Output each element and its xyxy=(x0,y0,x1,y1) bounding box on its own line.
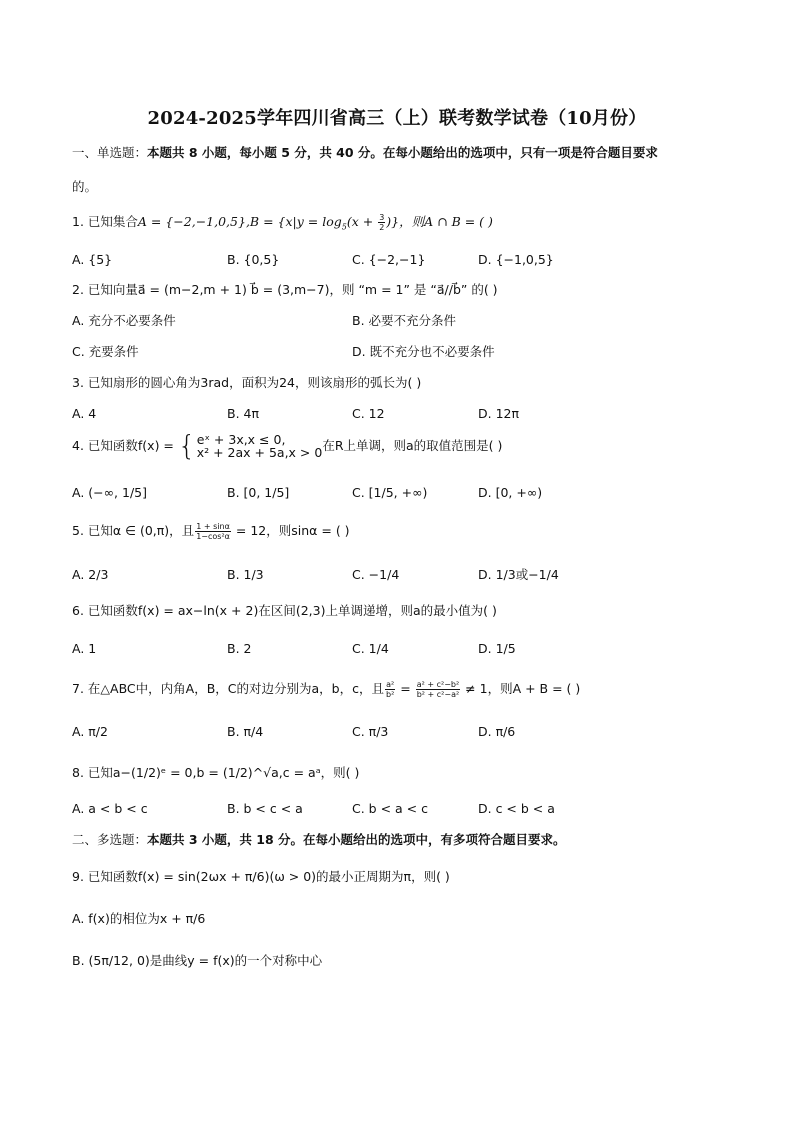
q4-cases xyxy=(197,433,323,459)
question-5 xyxy=(72,522,350,541)
q7-f1-den: b² xyxy=(385,690,395,699)
q1-log-base: 5 xyxy=(341,222,347,232)
question-2: 2. 已知向量a⃗ = (m−2,m + 1) b⃗ = (3,m−7)，则 “m = 1” 是 “a⃗//b⃗” 的( ) xyxy=(72,282,498,297)
q1-prefix: 1. 已知集合 xyxy=(72,214,138,229)
q4-option-a: A. (−∞, 1/5] xyxy=(72,485,147,500)
q1-option-c: C. {−2,−1} xyxy=(352,252,426,267)
q1-fraction xyxy=(378,213,385,232)
q4-option-c: C. [1/5, +∞) xyxy=(352,485,428,500)
q2-option-d: D. 既不充分也不必要条件 xyxy=(352,344,495,359)
q7-suffix: ≠ 1，则A + B = ( ) xyxy=(461,681,581,696)
q7-option-c: C. π/3 xyxy=(352,724,389,739)
q1-close: )}，则A ∩ B = ( ) xyxy=(386,214,493,229)
q7-fraction-2 xyxy=(416,680,461,699)
q7-option-d: D. π/6 xyxy=(478,724,516,739)
q5-prefix: 5. 已知α ∈ (0,π)，且 xyxy=(72,523,195,538)
q5-option-b: B. 1/3 xyxy=(227,567,264,582)
q1-frac-den: 2 xyxy=(379,223,385,232)
section2-intro: 本题共 3 小题，共 18 分。在每小题给出的选项中，有多项符合题目要求。 xyxy=(147,832,566,847)
q3-option-d: D. 12π xyxy=(478,406,520,421)
q4-option-b: B. [0, 1/5] xyxy=(227,485,290,500)
q1-option-d: D. {−1,0,5} xyxy=(478,252,554,267)
q7-f1-num: a² xyxy=(386,680,395,689)
q7-f2-num: a² + c²−b² xyxy=(416,680,460,689)
q6-option-a: A. 1 xyxy=(72,641,97,656)
q1-setA: A = {−2,−1,0,5},B = {x|y = log xyxy=(137,214,342,229)
q1-frac-num: 3 xyxy=(379,213,385,222)
q5-option-d: D. 1/3或−1/4 xyxy=(478,567,559,582)
q4-case2: x² + 2ax + 5a,x > 0 xyxy=(196,445,323,460)
question-4 xyxy=(72,429,503,462)
q2-option-a: A. 充分不必要条件 xyxy=(72,313,176,328)
q7-option-b: B. π/4 xyxy=(227,724,264,739)
q4-brace: { xyxy=(177,429,196,462)
q3-option-a: A. 4 xyxy=(72,406,97,421)
question-9: 9. 已知函数f(x) = sin(2ωx + π/6)(ω > 0)的最小正周期为π，则( ) xyxy=(72,869,450,884)
q8-option-b: B. b < c < a xyxy=(227,801,303,816)
q4-prefix: 4. 已知函数f(x) = xyxy=(72,438,178,453)
q9-option-a: A. f(x)的相位为x + π/6 xyxy=(72,911,206,926)
question-1 xyxy=(72,213,493,237)
q5-suffix: = 12，则sinα = ( ) xyxy=(231,523,350,538)
q2-option-b: B. 必要不充分条件 xyxy=(352,313,457,328)
q4-case1: eˣ + 3x,x ≤ 0, xyxy=(196,432,286,447)
q5-frac-num: 1 + sinα xyxy=(196,522,230,531)
section2-header xyxy=(72,831,566,849)
question-7 xyxy=(72,680,580,699)
q7-prefix: 7. 在△ABC中，内角A，B，C的对边分别为a，b，c，且 xyxy=(72,681,384,696)
q1-arg: (x + xyxy=(346,214,378,229)
q6-option-d: D. 1/5 xyxy=(478,641,516,656)
q6-option-c: C. 1/4 xyxy=(352,641,389,656)
q1-option-b: B. {0,5} xyxy=(227,252,280,267)
q8-option-d: D. c < b < a xyxy=(478,801,555,816)
q5-option-c: C. −1/4 xyxy=(352,567,400,582)
q2-option-c: C. 充要条件 xyxy=(72,344,139,359)
q7-option-a: A. π/2 xyxy=(72,724,108,739)
section1-intro-end: 的。 xyxy=(72,179,98,194)
q4-suffix: 在R上单调，则a的取值范围是( ) xyxy=(322,438,503,453)
q8-option-c: C. b < a < c xyxy=(352,801,428,816)
q4-option-d: D. [0, +∞) xyxy=(478,485,543,500)
page-title: 2024-2025学年四川省高三（上）联考数学试卷（10月份） xyxy=(147,108,647,129)
q3-option-c: C. 12 xyxy=(352,406,385,421)
q6-option-b: B. 2 xyxy=(227,641,252,656)
question-3: 3. 已知扇形的圆心角为3rad，面积为24，则该扇形的弧长为( ) xyxy=(72,375,422,390)
q8-option-a: A. a < b < c xyxy=(72,801,148,816)
q1-option-a: A. {5} xyxy=(72,252,113,267)
q3-option-b: B. 4π xyxy=(227,406,260,421)
section1-intro: 本题共 8 小题，每小题 5 分，共 40 分。在每小题给出的选项中，只有一项是符合题目要求 xyxy=(147,145,658,160)
q7-fraction-1 xyxy=(385,680,395,699)
section1-label: 一、单选题： xyxy=(72,145,148,160)
q5-fraction xyxy=(195,522,231,541)
q5-option-a: A. 2/3 xyxy=(72,567,109,582)
section2-label: 二、多选题： xyxy=(72,832,148,847)
q7-eq: = xyxy=(396,681,415,696)
section1-header xyxy=(72,144,658,162)
q5-frac-den: 1−cos²α xyxy=(196,532,230,541)
question-6: 6. 已知函数f(x) = ax−ln(x + 2)在区间(2,3)上单调递增，则a的最小值为( ) xyxy=(72,603,497,618)
question-8: 8. 已知a−(1/2)ᵉ = 0,b = (1/2)^√a,c = aᵃ，则( ) xyxy=(72,765,360,780)
q9-option-b: B. (5π/12, 0)是曲线y = f(x)的一个对称中心 xyxy=(72,953,323,968)
q7-f2-den: b² + c²−a² xyxy=(416,690,460,699)
